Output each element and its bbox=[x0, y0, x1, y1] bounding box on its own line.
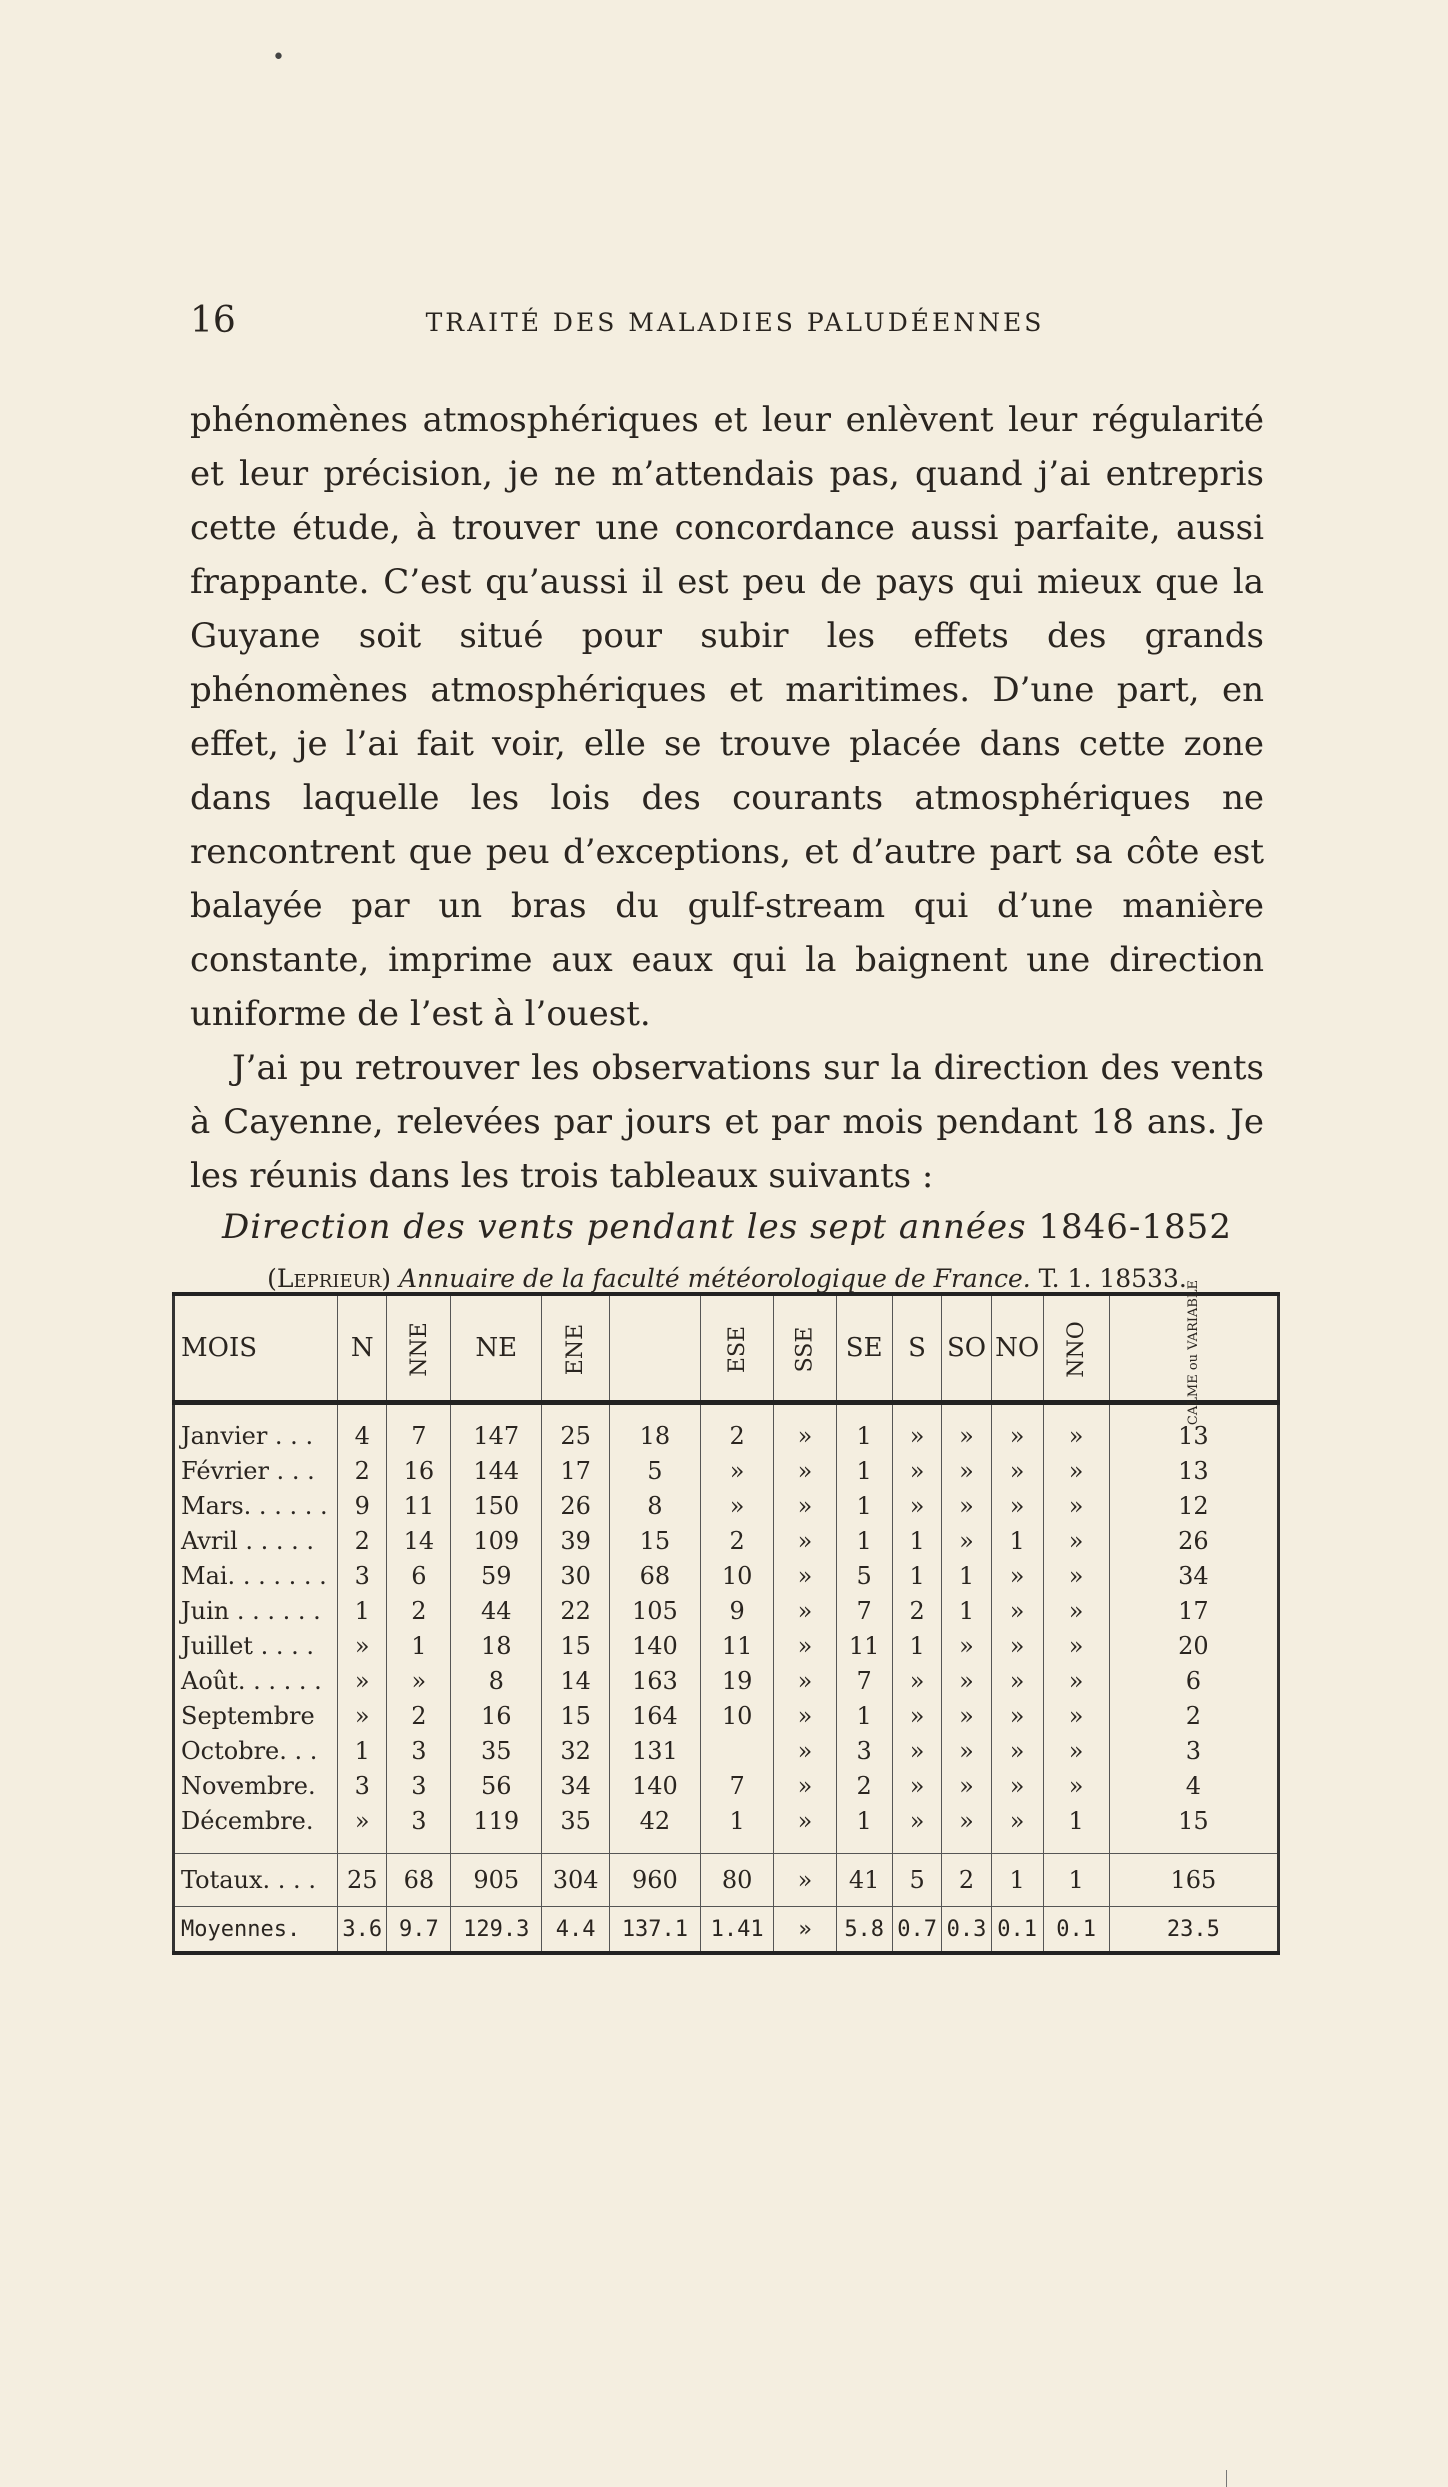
table-cell: » bbox=[774, 1907, 836, 1954]
column-header-label: NE bbox=[475, 1333, 518, 1363]
table-cell: 20 bbox=[1109, 1629, 1278, 1664]
table-cell: 109 bbox=[451, 1524, 542, 1559]
table-body bbox=[174, 1403, 1279, 1954]
table-row bbox=[174, 1524, 1279, 1559]
table-cell: 304 bbox=[542, 1854, 610, 1907]
table-cell: » bbox=[774, 1664, 836, 1699]
table-cell: 6 bbox=[387, 1559, 451, 1594]
column-header-label: SSE bbox=[792, 1326, 818, 1373]
column-header-0 bbox=[174, 1294, 338, 1403]
row-label: Juin . . . . . . bbox=[174, 1594, 338, 1629]
table-cell: » bbox=[991, 1454, 1043, 1489]
table-cell: 15 bbox=[542, 1629, 610, 1664]
table-cell: 22 bbox=[542, 1594, 610, 1629]
table-cell: 1 bbox=[892, 1524, 941, 1559]
table-cell: 11 bbox=[836, 1629, 892, 1664]
table-cell: » bbox=[774, 1804, 836, 1839]
page-number: 16 bbox=[190, 300, 236, 341]
table-cell: » bbox=[774, 1699, 836, 1734]
table-cell: » bbox=[892, 1419, 941, 1454]
column-header-10 bbox=[942, 1294, 991, 1403]
table-cell: » bbox=[1043, 1734, 1109, 1769]
table-cell: 25 bbox=[338, 1854, 387, 1907]
table-cell: 2 bbox=[387, 1699, 451, 1734]
table-title-text: Direction des vents pendant les sept années bbox=[222, 1207, 1027, 1247]
table-cell: » bbox=[774, 1454, 836, 1489]
table-cell: 1 bbox=[942, 1559, 991, 1594]
table-cell: 5 bbox=[892, 1854, 941, 1907]
table-cell: 1 bbox=[338, 1734, 387, 1769]
table-cell: » bbox=[991, 1629, 1043, 1664]
table-row bbox=[174, 1454, 1279, 1489]
table-cell: 960 bbox=[610, 1854, 701, 1907]
table-cell: » bbox=[338, 1699, 387, 1734]
table-cell: » bbox=[991, 1664, 1043, 1699]
column-header-label: ESE bbox=[724, 1325, 750, 1374]
table-cell: 0.1 bbox=[991, 1907, 1043, 1954]
table-cell: » bbox=[1043, 1559, 1109, 1594]
table-cell: 2 bbox=[338, 1454, 387, 1489]
table-cell: » bbox=[892, 1699, 941, 1734]
table-cell: » bbox=[774, 1734, 836, 1769]
table-cell: 1 bbox=[892, 1559, 941, 1594]
table-cell: 16 bbox=[387, 1454, 451, 1489]
column-header-label: MOIS bbox=[181, 1333, 258, 1363]
table-cell: 17 bbox=[1109, 1594, 1278, 1629]
table-cell: » bbox=[1043, 1594, 1109, 1629]
table-cell: » bbox=[387, 1664, 451, 1699]
table-cell: » bbox=[1043, 1664, 1109, 1699]
row-label: Novembre. bbox=[174, 1769, 338, 1804]
table-cell: 18 bbox=[610, 1419, 701, 1454]
column-header-label: NNE bbox=[406, 1322, 432, 1377]
table-cell: 15 bbox=[610, 1524, 701, 1559]
column-header-11 bbox=[991, 1294, 1043, 1403]
table-cell: 137.1 bbox=[610, 1907, 701, 1954]
table-cell: 17 bbox=[542, 1454, 610, 1489]
table-cell: 42 bbox=[610, 1804, 701, 1839]
column-header-13 bbox=[1109, 1279, 1278, 1426]
table-cell: » bbox=[942, 1804, 991, 1839]
table-cell: 3 bbox=[387, 1734, 451, 1769]
table-cell: » bbox=[774, 1769, 836, 1804]
table-cell: 12 bbox=[1109, 1489, 1278, 1524]
column-header-label: S bbox=[908, 1333, 926, 1363]
row-label: Avril . . . . . bbox=[174, 1524, 338, 1559]
table-cell: » bbox=[942, 1524, 991, 1559]
table-cell: 3.6 bbox=[338, 1907, 387, 1954]
table-cell: 129.3 bbox=[451, 1907, 542, 1954]
table-cell: 1 bbox=[1043, 1804, 1109, 1839]
table-cell: 4.4 bbox=[542, 1907, 610, 1954]
table-cell: 15 bbox=[542, 1699, 610, 1734]
table-cell: 13 bbox=[1109, 1419, 1278, 1454]
table-row bbox=[174, 1594, 1279, 1629]
column-header-6 bbox=[700, 1294, 774, 1403]
margin-mark bbox=[1226, 2470, 1227, 2487]
table-cell: 8 bbox=[451, 1664, 542, 1699]
table-cell: » bbox=[700, 1454, 774, 1489]
row-label: Juillet . . . . bbox=[174, 1629, 338, 1664]
table-cell: 9.7 bbox=[387, 1907, 451, 1954]
table-cell: » bbox=[1043, 1524, 1109, 1559]
table-cell: 2 bbox=[1109, 1699, 1278, 1734]
table-cell: » bbox=[942, 1734, 991, 1769]
column-header-8 bbox=[836, 1294, 892, 1403]
totals-row bbox=[174, 1854, 1279, 1907]
table-cell: » bbox=[774, 1524, 836, 1559]
table-cell: 1 bbox=[836, 1419, 892, 1454]
table-cell: » bbox=[1043, 1629, 1109, 1664]
table-cell: 165 bbox=[1109, 1854, 1278, 1907]
table-cell: 147 bbox=[451, 1419, 542, 1454]
table-cell: 8 bbox=[610, 1489, 701, 1524]
table-cell: » bbox=[991, 1699, 1043, 1734]
table-cell: 11 bbox=[387, 1489, 451, 1524]
table-header-row bbox=[174, 1294, 1279, 1403]
table-cell: 2 bbox=[892, 1594, 941, 1629]
table-cell: 26 bbox=[542, 1489, 610, 1524]
table-cell: » bbox=[942, 1664, 991, 1699]
table-row bbox=[174, 1629, 1279, 1664]
table-cell: » bbox=[942, 1489, 991, 1524]
table-cell: 9 bbox=[700, 1594, 774, 1629]
spacer-row bbox=[174, 1839, 1279, 1854]
table-cell: 1 bbox=[991, 1854, 1043, 1907]
table-cell: 41 bbox=[836, 1854, 892, 1907]
table-cell: 1 bbox=[1043, 1854, 1109, 1907]
table-cell: 0.7 bbox=[892, 1907, 941, 1954]
table-cell: 10 bbox=[700, 1559, 774, 1594]
page-header bbox=[190, 300, 1280, 350]
table-cell: 18 bbox=[451, 1629, 542, 1664]
table-cell: » bbox=[892, 1769, 941, 1804]
table-cell: 3 bbox=[1109, 1734, 1278, 1769]
table-cell: 10 bbox=[700, 1699, 774, 1734]
table-cell: 3 bbox=[836, 1734, 892, 1769]
table-cell: 3 bbox=[338, 1559, 387, 1594]
table-cell: 14 bbox=[387, 1524, 451, 1559]
table-row bbox=[174, 1664, 1279, 1699]
table-cell: » bbox=[338, 1804, 387, 1839]
row-label: Octobre. . . bbox=[174, 1734, 338, 1769]
table-row bbox=[174, 1699, 1279, 1734]
table-cell: 44 bbox=[451, 1594, 542, 1629]
table-cell: 1 bbox=[836, 1454, 892, 1489]
column-header-12 bbox=[1043, 1294, 1109, 1403]
row-label: Totaux. . . . bbox=[174, 1854, 338, 1907]
table-cell: 7 bbox=[836, 1594, 892, 1629]
column-header-5 bbox=[610, 1294, 701, 1403]
table-cell: 35 bbox=[542, 1804, 610, 1839]
row-label: Moyennes. bbox=[174, 1907, 338, 1954]
table-cell: » bbox=[991, 1804, 1043, 1839]
table-cell: » bbox=[892, 1454, 941, 1489]
table-cell: » bbox=[991, 1734, 1043, 1769]
table-cell: 59 bbox=[451, 1559, 542, 1594]
column-header-label: ENE bbox=[563, 1323, 589, 1376]
table-cell: » bbox=[991, 1594, 1043, 1629]
table-cell: » bbox=[1043, 1419, 1109, 1454]
table-cell: » bbox=[892, 1489, 941, 1524]
table-cell: » bbox=[1043, 1489, 1109, 1524]
table-cell: » bbox=[338, 1664, 387, 1699]
paragraph-1: phénomènes atmosphériques et leur enlèvent leur régularité et leur précision, je ne m’attendais pas, quand j’ai entrepris cette étude, à trouver une concordance aussi parfaite, aussi frappante. C’est qu’aussi il est peu de pays qui mieux que la Guyane soit situé pour subir les effets des grands phénomènes atmosphériques et maritimes. D’une part, en effet, je l’ai fait voir, elle se trouve placée dans cette zone dans laquelle les lois des courants atmosphériques ne rencontrent que peu d’exceptions, et d’autre part sa côte est balayée par un bras du gulf-stream qui d’une manière constante, imprime aux eaux qui la baignent une direction uniforme de l’est à l’ouest. bbox=[190, 400, 1264, 1034]
column-header-3 bbox=[451, 1294, 542, 1403]
column-header-1 bbox=[338, 1294, 387, 1403]
table-row bbox=[174, 1559, 1279, 1594]
table-cell: 9 bbox=[338, 1489, 387, 1524]
table-cell: 26 bbox=[1109, 1524, 1278, 1559]
source-ref: T. 1. 18533. bbox=[1038, 1264, 1187, 1293]
table-cell: 1 bbox=[991, 1524, 1043, 1559]
table-cell: 35 bbox=[451, 1734, 542, 1769]
table-cell: 150 bbox=[451, 1489, 542, 1524]
spacer-row bbox=[174, 1403, 1279, 1420]
table-cell: 34 bbox=[1109, 1559, 1278, 1594]
table-cell: 13 bbox=[1109, 1454, 1278, 1489]
table-cell: 5 bbox=[836, 1559, 892, 1594]
table-cell: 164 bbox=[610, 1699, 701, 1734]
printer-speck: • bbox=[272, 45, 285, 70]
column-header-label: NO bbox=[995, 1333, 1040, 1363]
table-row bbox=[174, 1734, 1279, 1769]
means-row bbox=[174, 1907, 1279, 1954]
table-cell: 1 bbox=[836, 1489, 892, 1524]
table-cell: 131 bbox=[610, 1734, 701, 1769]
table-cell: » bbox=[774, 1594, 836, 1629]
row-label: Mars. . . . . . bbox=[174, 1489, 338, 1524]
table-title bbox=[190, 1207, 1264, 1247]
table-cell: 1 bbox=[892, 1629, 941, 1664]
table-cell: 16 bbox=[451, 1699, 542, 1734]
row-label: Août. . . . . . bbox=[174, 1664, 338, 1699]
table-cell: 39 bbox=[542, 1524, 610, 1559]
source-publication: Annuaire de la faculté météorologique de France. bbox=[399, 1264, 1031, 1293]
table-cell: 3 bbox=[387, 1769, 451, 1804]
row-label: Septembre bbox=[174, 1699, 338, 1734]
table-cell: 163 bbox=[610, 1664, 701, 1699]
table-cell: » bbox=[1043, 1454, 1109, 1489]
table-cell: 7 bbox=[387, 1419, 451, 1454]
table-cell: 80 bbox=[700, 1854, 774, 1907]
table-cell: » bbox=[774, 1559, 836, 1594]
column-header-4 bbox=[542, 1294, 610, 1403]
table-source bbox=[190, 1264, 1264, 1293]
table-cell: 1 bbox=[700, 1804, 774, 1839]
table-cell: 105 bbox=[610, 1594, 701, 1629]
column-header-label: N bbox=[350, 1333, 374, 1363]
column-header-label: CALME ou VARIABLE bbox=[1185, 1279, 1201, 1426]
table-cell: 34 bbox=[542, 1769, 610, 1804]
table-cell: » bbox=[942, 1629, 991, 1664]
table-cell: » bbox=[774, 1419, 836, 1454]
table-row bbox=[174, 1769, 1279, 1804]
row-label: Décembre. bbox=[174, 1804, 338, 1839]
table-cell: 2 bbox=[836, 1769, 892, 1804]
table-cell: 1 bbox=[836, 1524, 892, 1559]
table-cell: 119 bbox=[451, 1804, 542, 1839]
table-cell: 2 bbox=[942, 1854, 991, 1907]
table-cell: 25 bbox=[542, 1419, 610, 1454]
table-cell: 1 bbox=[836, 1699, 892, 1734]
table-cell: 3 bbox=[338, 1769, 387, 1804]
table-cell: 30 bbox=[542, 1559, 610, 1594]
table-cell: » bbox=[1043, 1699, 1109, 1734]
table-cell: 4 bbox=[1109, 1769, 1278, 1804]
table-cell: 7 bbox=[836, 1664, 892, 1699]
table-cell: 4 bbox=[338, 1419, 387, 1454]
table-row bbox=[174, 1419, 1279, 1454]
table-cell: 5.8 bbox=[836, 1907, 892, 1954]
column-header-label: SE bbox=[845, 1333, 883, 1363]
table-cell: » bbox=[338, 1629, 387, 1664]
body-text bbox=[190, 393, 1264, 1203]
table-cell: 6 bbox=[1109, 1664, 1278, 1699]
table-cell: 19 bbox=[700, 1664, 774, 1699]
table-cell: 905 bbox=[451, 1854, 542, 1907]
table-cell: » bbox=[942, 1699, 991, 1734]
table-cell: 2 bbox=[700, 1419, 774, 1454]
table-cell: » bbox=[700, 1489, 774, 1524]
table-cell: » bbox=[991, 1559, 1043, 1594]
running-title: TRAITÉ DES MALADIES PALUDÉENNES bbox=[425, 308, 1045, 337]
table-cell: 0.3 bbox=[942, 1907, 991, 1954]
table-cell: » bbox=[942, 1769, 991, 1804]
paragraph-2: J’ai pu retrouver les observations sur la direction des vents à Cayenne, relevées par jours et par mois pendant 18 ans. Je les réunis dans les trois tableaux suivants : bbox=[190, 1048, 1264, 1196]
column-header-label: SO bbox=[946, 1333, 987, 1363]
wind-table bbox=[172, 1279, 1280, 1955]
table-cell: » bbox=[892, 1734, 941, 1769]
table-cell: » bbox=[942, 1419, 991, 1454]
table-cell: 3 bbox=[387, 1804, 451, 1839]
column-header-9 bbox=[892, 1294, 941, 1403]
source-author: (Leprieur) bbox=[267, 1264, 392, 1293]
table-cell: » bbox=[991, 1419, 1043, 1454]
table-cell: 32 bbox=[542, 1734, 610, 1769]
column-header-7 bbox=[774, 1294, 836, 1403]
table-cell: » bbox=[892, 1664, 941, 1699]
table-cell: » bbox=[774, 1489, 836, 1524]
column-header-label: NNO bbox=[1063, 1321, 1089, 1378]
table-cell: 2 bbox=[387, 1594, 451, 1629]
table-cell: » bbox=[991, 1769, 1043, 1804]
table-cell: » bbox=[991, 1489, 1043, 1524]
table-row bbox=[174, 1804, 1279, 1839]
table-cell: 1 bbox=[836, 1804, 892, 1839]
row-label: Janvier . . . bbox=[174, 1419, 338, 1454]
column-header-2 bbox=[387, 1294, 451, 1403]
table-cell: 140 bbox=[610, 1629, 701, 1664]
table-cell: 1 bbox=[387, 1629, 451, 1664]
table-cell: 2 bbox=[338, 1524, 387, 1559]
table-title-years: 1846-1852 bbox=[1038, 1207, 1232, 1247]
table-cell: » bbox=[1043, 1769, 1109, 1804]
table-cell: 14 bbox=[542, 1664, 610, 1699]
table-cell: 2 bbox=[700, 1524, 774, 1559]
table-cell bbox=[700, 1734, 774, 1769]
table-cell: 15 bbox=[1109, 1804, 1278, 1839]
row-label: Mai. . . . . . . bbox=[174, 1559, 338, 1594]
table-cell: » bbox=[892, 1804, 941, 1839]
table-cell: » bbox=[774, 1629, 836, 1664]
table-cell: 23.5 bbox=[1109, 1907, 1278, 1954]
table-cell: 1 bbox=[942, 1594, 991, 1629]
row-label: Février . . . bbox=[174, 1454, 338, 1489]
table-cell: 5 bbox=[610, 1454, 701, 1489]
table-row bbox=[174, 1489, 1279, 1524]
table-cell: 144 bbox=[451, 1454, 542, 1489]
table-cell: 68 bbox=[610, 1559, 701, 1594]
table-cell: 1 bbox=[338, 1594, 387, 1629]
table-cell: » bbox=[942, 1454, 991, 1489]
table-cell: 68 bbox=[387, 1854, 451, 1907]
table-cell: 7 bbox=[700, 1769, 774, 1804]
table-cell: 56 bbox=[451, 1769, 542, 1804]
table-cell: » bbox=[774, 1854, 836, 1907]
table-cell: 0.1 bbox=[1043, 1907, 1109, 1954]
table-cell: 1.41 bbox=[700, 1907, 774, 1954]
table-cell: 140 bbox=[610, 1769, 701, 1804]
table-cell: 11 bbox=[700, 1629, 774, 1664]
